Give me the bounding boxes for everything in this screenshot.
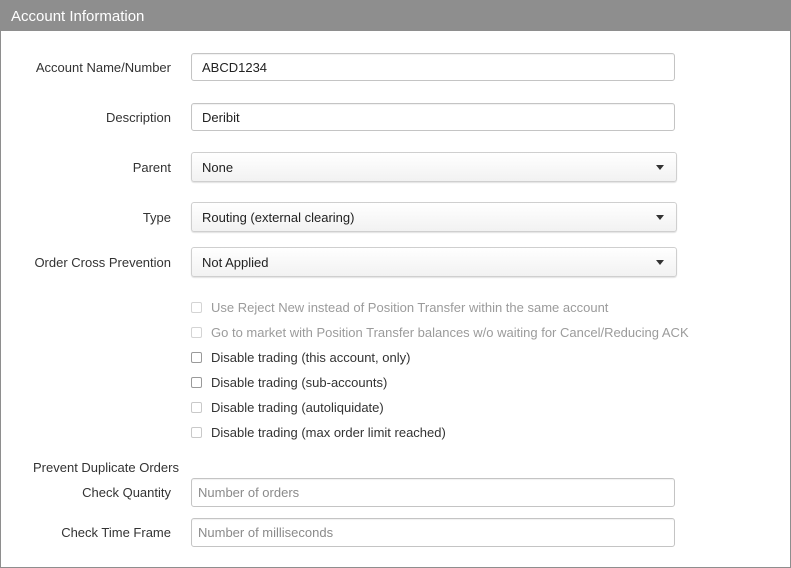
- go-to-market-checkbox-row[interactable]: [191, 323, 689, 341]
- parent-selected-value: None: [202, 160, 234, 175]
- disable-trading-account-checkbox[interactable]: [191, 352, 202, 363]
- type-select[interactable]: [191, 202, 677, 232]
- check-quantity-field[interactable]: [191, 478, 675, 507]
- panel-title: Account Information: [11, 8, 145, 25]
- disable-trading-subaccounts-checkbox[interactable]: [191, 377, 202, 388]
- order-cross-prevention-select[interactable]: [191, 247, 677, 277]
- disable-trading-max-order-checkbox[interactable]: [191, 427, 202, 438]
- caret-down-icon: [656, 260, 664, 265]
- disable-trading-max-order-checkbox-row[interactable]: [191, 423, 446, 441]
- prevent-duplicate-orders-heading: Prevent Duplicate Orders: [33, 460, 179, 475]
- disable-trading-subaccounts-checkbox-label: Disable trading (sub-accounts): [211, 374, 388, 390]
- check-time-frame-input[interactable]: [192, 519, 674, 546]
- check-time-frame-label: Check Time Frame: [61, 525, 171, 540]
- order-cross-prevention-selected-value: Not Applied: [202, 255, 269, 270]
- order-cross-prevention-label: Order Cross Prevention: [34, 255, 171, 270]
- parent-select[interactable]: [191, 152, 677, 182]
- disable-trading-account-checkbox-row[interactable]: [191, 348, 410, 366]
- description-label: Description: [105, 110, 171, 125]
- type-selected-value: Routing (external clearing): [202, 210, 355, 225]
- check-time-frame-field[interactable]: [191, 518, 675, 547]
- panel-header: [1, 1, 790, 31]
- check-quantity-input[interactable]: [192, 479, 674, 506]
- disable-trading-autoliquidate-checkbox-label: Disable trading (autoliquidate): [211, 399, 384, 415]
- disable-trading-max-order-checkbox-label: Disable trading (max order limit reached): [211, 424, 446, 440]
- go-to-market-checkbox[interactable]: [191, 327, 202, 338]
- reject-new-checkbox-row[interactable]: [191, 298, 608, 316]
- disable-trading-autoliquidate-checkbox-row[interactable]: [191, 398, 384, 416]
- disable-trading-subaccounts-checkbox-row[interactable]: [191, 373, 387, 391]
- description-value: Deribit: [202, 110, 240, 125]
- account-name-field[interactable]: [191, 53, 675, 81]
- parent-label: Parent: [132, 160, 171, 175]
- go-to-market-checkbox-label: Go to market with Position Transfer balances w/o waiting for Cancel/Reducing ACK: [211, 324, 689, 340]
- reject-new-checkbox-label: Use Reject New instead of Position Transfer within the same account: [211, 299, 609, 315]
- description-field[interactable]: [191, 103, 675, 131]
- caret-down-icon: [656, 165, 664, 170]
- check-quantity-label: Check Quantity: [82, 485, 171, 500]
- reject-new-checkbox[interactable]: [191, 302, 202, 313]
- account-name-value: ABCD1234: [202, 60, 268, 75]
- disable-trading-account-checkbox-label: Disable trading (this account, only): [211, 349, 411, 365]
- account-name-label: Account Name/Number: [35, 60, 171, 75]
- type-label: Type: [142, 210, 171, 225]
- caret-down-icon: [656, 215, 664, 220]
- disable-trading-autoliquidate-checkbox[interactable]: [191, 402, 202, 413]
